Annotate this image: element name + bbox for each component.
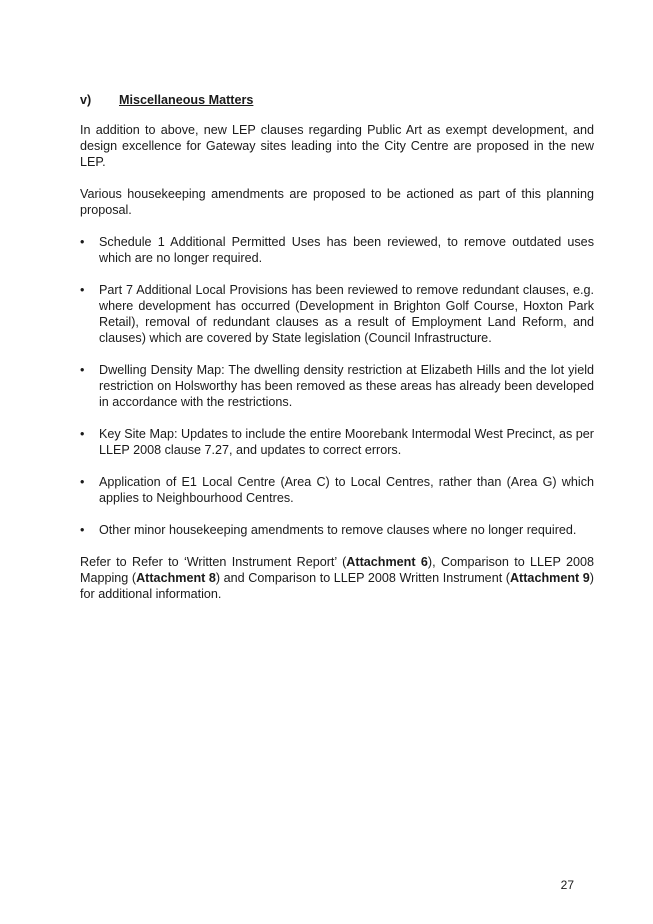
closing-text: Refer to Refer to ‘Written Instrument Report’ ( xyxy=(80,555,347,569)
bullet-icon: • xyxy=(80,523,85,537)
closing-text: ) for additional information. xyxy=(80,571,594,601)
list-item xyxy=(80,362,594,410)
attachment-6-ref: Attachment 6 xyxy=(346,555,428,569)
list-item xyxy=(80,282,594,346)
list-item-text: Application of E1 Local Centre (Area C) to Local Centres, rather than (Area G) which applies to Neighbourhood Centres. xyxy=(99,475,594,505)
list-item xyxy=(80,234,594,266)
section-heading xyxy=(80,92,594,108)
page-number: 27 xyxy=(560,878,574,892)
list-item xyxy=(80,426,594,458)
attachment-9-ref: Attachment 9 xyxy=(509,571,590,585)
page-content xyxy=(80,92,594,618)
bullet-icon: • xyxy=(80,475,85,489)
bullet-icon: • xyxy=(80,363,85,377)
list-item-text: Other minor housekeeping amendments to remove clauses where no longer required. xyxy=(99,523,577,537)
intro-paragraph: In addition to above, new LEP clauses regarding Public Art as exempt development, and design excellence for Gateway sites leading into the City Centre are proposed in the new LEP. xyxy=(80,123,594,169)
bullet-icon: • xyxy=(80,235,85,249)
closing-text: ) and Comparison to LLEP 2008 Written Instrument ( xyxy=(215,571,510,585)
housekeeping-paragraph: Various housekeeping amendments are proposed to be actioned as part of this planning proposal. xyxy=(80,187,594,217)
list-item xyxy=(80,522,594,538)
section-title: Miscellaneous Matters xyxy=(119,93,254,107)
list-item-text: Dwelling Density Map: The dwelling density restriction at Elizabeth Hills and the lot yield restriction on Holsworthy has been removed as these areas has already been developed in accordance with the restrictions. xyxy=(99,363,594,409)
list-item-text: Key Site Map: Updates to include the entire Moorebank Intermodal West Precinct, as per LLEP 2008 clause 7.27, and updates to correct errors. xyxy=(99,427,594,457)
closing-paragraph xyxy=(80,554,594,602)
list-item-text: Schedule 1 Additional Permitted Uses has been reviewed, to remove outdated uses which are no longer required. xyxy=(99,235,594,265)
bullet-icon: • xyxy=(80,427,85,441)
attachment-8-ref: Attachment 8 xyxy=(136,571,216,585)
amendments-list xyxy=(80,234,594,538)
bullet-icon: • xyxy=(80,283,85,297)
list-item-text: Part 7 Additional Local Provisions has been reviewed to remove redundant clauses, e.g. where development has occurred (Development in Brighton Golf Course, Hoxton Park Retail), removal of redundant clauses as a result of Employment Land Reform, and clauses) which are covered by State legislation (Council Infrastructure. xyxy=(99,283,594,345)
section-number: v) xyxy=(80,93,92,107)
list-item xyxy=(80,474,594,506)
closing-text: ), Comparison to LLEP 2008 Mapping ( xyxy=(80,555,594,585)
